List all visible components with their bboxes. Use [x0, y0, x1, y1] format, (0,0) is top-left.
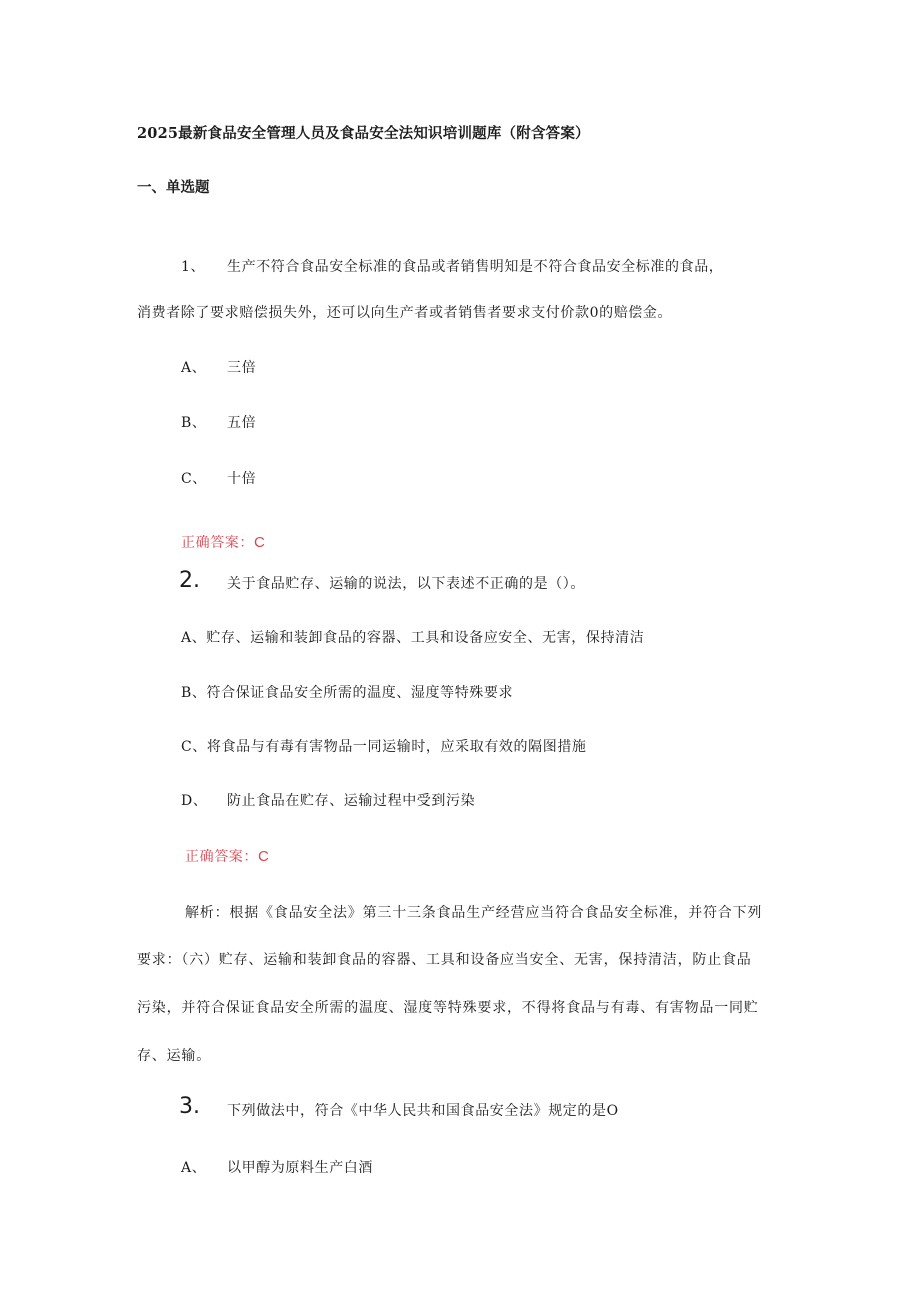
question-number: 3. — [179, 1094, 200, 1119]
answer-value: C — [254, 534, 266, 551]
correct-answer — [185, 846, 269, 866]
option-label: A、 — [181, 360, 207, 376]
option-label: D、 — [181, 793, 208, 809]
question-text: 下列做法中，符合《中华人民共和国食品安全法》规定的是O — [227, 1103, 619, 1119]
option-label: C、 — [181, 471, 207, 487]
option-text: 三倍 — [227, 360, 257, 376]
answer-label: 正确答案： — [185, 849, 258, 865]
correct-answer — [181, 532, 265, 552]
answer-value: C — [258, 848, 270, 865]
question-number: 2. — [179, 568, 200, 593]
document-title: 2025最新食品安全管理人员及食品安全法知识培训题库（附含答案） — [137, 125, 590, 142]
option-a: A、贮存、运输和装卸食品的容器、工具和设备应安全、无害，保持清洁 — [181, 630, 645, 646]
option-label: A、 — [181, 1160, 207, 1176]
explanation-line: 存、运输。 — [137, 1048, 211, 1064]
explanation-line: 解析：根据《食品安全法》第三十三条食品生产经营应当符合食品安全标准，并符合下列 — [185, 905, 763, 921]
option-text: 防止食品在贮存、运输过程中受到污染 — [227, 793, 476, 809]
option-b: B、符合保证食品安全所需的温度、湿度等特殊要求 — [181, 685, 514, 701]
question-number: 1、 — [181, 259, 206, 275]
answer-label: 正确答案： — [181, 535, 254, 551]
option-text: 五倍 — [227, 415, 257, 431]
option-c: C、将食品与有毒有害物品一同运输时，应采取有效的隔图措施 — [181, 739, 587, 755]
option-label: B、 — [181, 415, 207, 431]
option-text: 以甲醇为原料生产白酒 — [227, 1160, 373, 1176]
explanation-line: 要求：（六）贮存、运输和装卸食品的容器、工具和设备应当安全、无害，保持清洁，防止食品 — [137, 952, 752, 968]
question-text: 关于食品贮存、运输的说法，以下表述不正确的是（）。 — [227, 576, 585, 592]
question-text-line-2: 消费者除了要求赔偿损失外，还可以向生产者或者销售者要求支付价款0的赔偿金。 — [137, 305, 673, 321]
question-text-line-1: 生产不符合食品安全标准的食品或者销售明知是不符合食品安全标准的食品， — [227, 259, 724, 275]
explanation-line: 污染，并符合保证食品安全所需的温度、湿度等特殊要求，不得将食品与有毒、有害物品一同贮 — [137, 1000, 759, 1016]
section-heading: 一、单选题 — [137, 179, 210, 196]
option-text: 十倍 — [227, 471, 257, 487]
